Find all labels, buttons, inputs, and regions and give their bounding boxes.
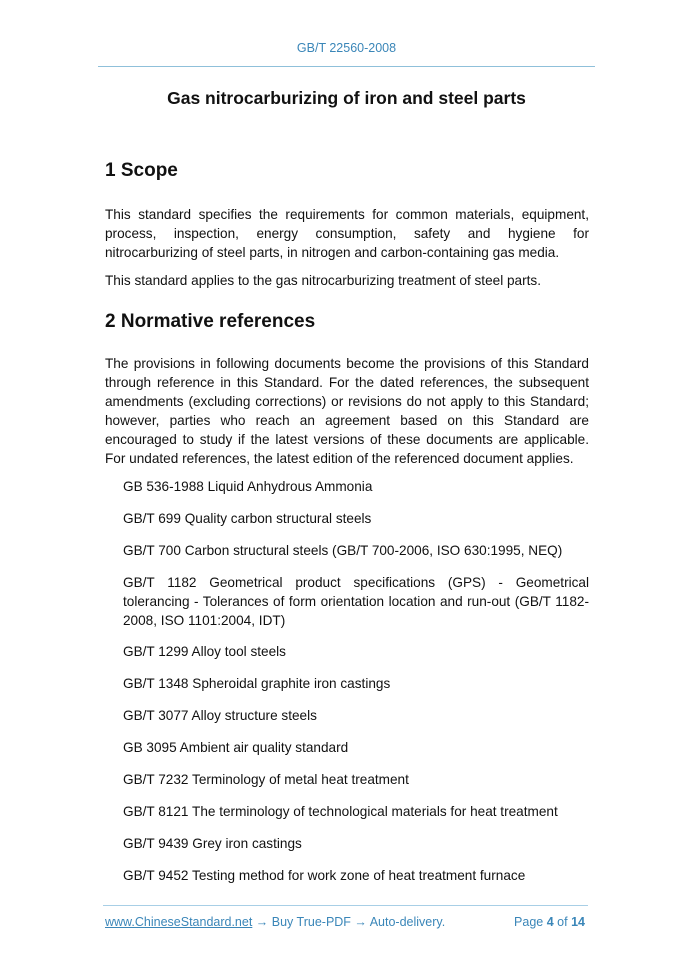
normative-references-paragraph: The provisions in following documents become the provisions of this Standard through reference in this Standard. For the dated references, the subsequent amendments (excluding corrections) or revisions do not apply to this Standard; however, parties who reach an agreement based on this Standard are encouraged to study if the latest versions of these documents are applicable. For undated references, the latest edition of the referenced document applies.: [105, 356, 589, 466]
header-divider: [98, 66, 595, 67]
scope-paragraph-2: This standard applies to the gas nitrocarburizing treatment of steel parts.: [105, 273, 541, 288]
reference-item: GB/T 699 Quality carbon structural steels: [123, 511, 372, 526]
reference-item: GB/T 1348 Spheroidal graphite iron castings: [123, 676, 391, 691]
reference-item: GB/T 7232 Terminology of metal heat treatment: [123, 772, 409, 787]
footer-tagline: → Buy True-PDF → Auto-delivery.: [252, 915, 446, 929]
reference-item: GB/T 8121 The terminology of technological materials for heat treatment: [123, 804, 558, 819]
page-footer: [105, 915, 585, 929]
reference-item: GB/T 1299 Alloy tool steels: [123, 644, 286, 659]
section-heading-scope: 1 Scope: [105, 160, 178, 181]
footer-divider: [103, 905, 588, 906]
page-of: of: [557, 915, 568, 929]
reference-item: GB/T 700 Carbon structural steels (GB/T 700-2006, ISO 630:1995, NEQ): [123, 543, 563, 558]
page-current: 4: [546, 915, 554, 929]
reference-item: GB/T 9439 Grey iron castings: [123, 836, 302, 851]
scope-paragraph-1: This standard specifies the requirements for common materials, equipment, process, inspection, energy consumption, safety and hygiene for nitrocarburizing of steel parts, in nitrogen and carbon-containing gas media.: [105, 207, 589, 260]
reference-item: GB/T 3077 Alloy structure steels: [123, 708, 317, 723]
reference-item: GB/T 9452 Testing method for work zone of heat treatment furnace: [123, 868, 526, 883]
page-indicator: [514, 915, 585, 929]
document-title: Gas nitrocarburizing of iron and steel parts: [167, 88, 526, 108]
page-total: 14: [571, 915, 585, 929]
page-label: Page: [514, 915, 544, 929]
reference-item: GB 536-1988 Liquid Anhydrous Ammonia: [123, 479, 373, 494]
section-heading-normative-references: 2 Normative references: [105, 311, 316, 332]
document-code-header: GB/T 22560-2008: [296, 41, 397, 55]
reference-item: GB/T 1182 Geometrical product specifications (GPS) - Geometrical tolerancing - Tolerances of form orientation location and run-out (GB/T 1182-2008, ISO 1101:2004, IDT): [123, 575, 589, 628]
website-link[interactable]: www.ChineseStandard.net: [105, 915, 253, 929]
reference-item: GB 3095 Ambient air quality standard: [123, 740, 349, 755]
